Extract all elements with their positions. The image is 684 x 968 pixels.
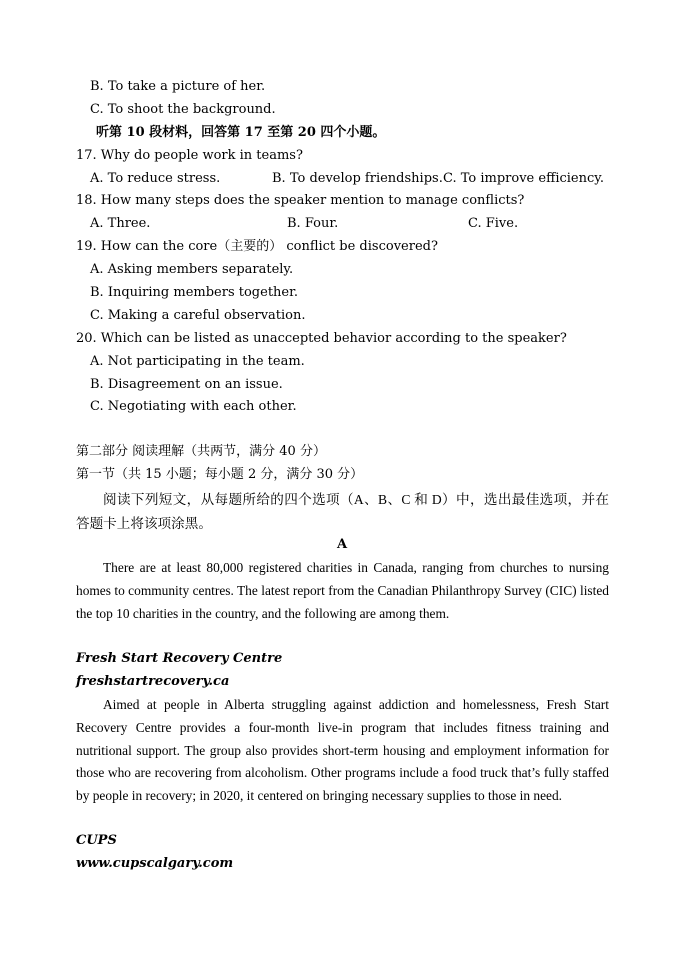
part-title: 第二部分 阅读理解（共两节，满分 40 分） [76,444,326,459]
q18-option-c: C. Five. [468,216,519,231]
q19-option-a: A. Asking members separately. [90,262,294,277]
passage-label: A [336,537,348,552]
q18-option-a: A. Three. [90,216,151,231]
q16-option-b: B. To take a picture of her. [90,79,266,94]
q17-option-c: C. To improve efficiency. [443,171,605,186]
intro-paragraph: There are at least 80,000 registered charities in Canada, ranging from churches to nursing homes to community centres. The latest report from the Canadian Philanthropy Survey (CIC) listed the top 10 charities in the country, and the following are among them. [76,560,609,621]
q20-option-b: B. Disagreement on an issue. [90,377,283,392]
q18-option-b: B. Four. [287,216,339,231]
q19-option-b: B. Inquiring members together. [90,285,299,300]
q17-stem: 17. Why do people work in teams? [76,148,303,163]
q17-option-b: B. To develop friendships. [272,171,443,186]
q20-stem: 20. Which can be listed as unaccepted behavior according to the speaker? [76,331,567,346]
charity-2-url[interactable]: www.cupscalgary.com [76,856,234,871]
charity-1-name: Fresh Start Recovery Centre [76,651,283,666]
q19-stem: 19. How can the core（主要的） conflict be discovered? [76,239,438,254]
q16-option-c: C. To shoot the background. [90,102,276,117]
section-title: 第一节（共 15 小题；每小题 2 分，满分 30 分） [76,467,364,482]
q20-option-c: C. Negotiating with each other. [90,399,297,414]
charity-1-paragraph: Aimed at people in Alberta struggling against addiction and homelessness, Fresh Start Recovery Centre provides a four-month live-in program that includes fitness training and nutritional support. The group also provides short-term housing and employment information for those who are recovering from alcoholism. Other programs include a food truck that’s fully staffed by people in recovery; in 2020, it centered on bringing necessary supplies to those in need. [76,697,609,804]
section-instruction: 听第 10 段材料，回答第 17 至第 20 四个小题。 [96,125,386,140]
charity-1-url[interactable]: freshstartrecovery.ca [76,674,230,689]
charity-2-name: CUPS [76,833,117,848]
q20-option-a: A. Not participating in the team. [90,354,305,369]
reading-instruction: 阅读下列短文，从每题所给的四个选项（A、B、C 和 D）中，选出最佳选项，并在答题卡上将该项涂黑。 [76,492,609,531]
q19-option-c: C. Making a careful observation. [90,308,306,323]
q18-stem: 18. How many steps does the speaker mention to manage conflicts? [76,193,525,208]
q17-option-a: A. To reduce stress. [90,171,221,186]
